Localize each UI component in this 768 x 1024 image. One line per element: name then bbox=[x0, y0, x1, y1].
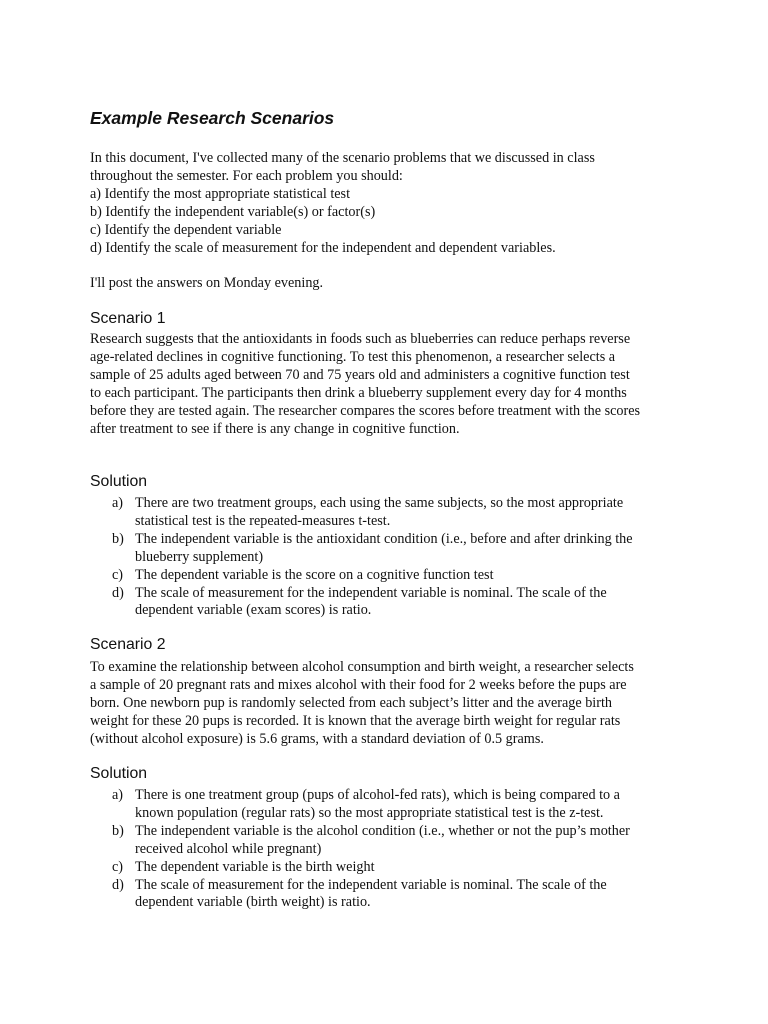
paragraph-line: a sample of 20 pregnant rats and mixes alcohol with their food for 2 weeks before the pups are bbox=[90, 676, 627, 693]
scenario-1-heading: Scenario 1 bbox=[90, 310, 166, 327]
list-item-line: There is one treatment group (pups of alcohol-fed rats), which is being compared to a bbox=[135, 787, 620, 803]
list-item-line: received alcohol while pregnant) bbox=[135, 840, 322, 857]
paragraph-line: age-related declines in cognitive functioning. To test this phenomenon, a researcher selects a bbox=[90, 348, 616, 365]
list-item-line: The independent variable is the antioxidant condition (i.e., before and after drinking the bbox=[135, 530, 633, 547]
scenario-1-paragraph bbox=[90, 331, 690, 438]
list-item bbox=[90, 531, 690, 567]
list-marker: b) bbox=[112, 822, 124, 839]
list-item-line: The scale of measurement for the independent variable is nominal. The scale of the bbox=[135, 876, 607, 893]
intro-line: a) Identify the most appropriate statistical test bbox=[90, 185, 351, 202]
intro-line: throughout the semester. For each problem you should: bbox=[90, 167, 403, 184]
paragraph-line: (without alcohol exposure) is 5.6 grams, with a standard deviation of 0.5 grams. bbox=[90, 730, 544, 747]
scenario-2-paragraph bbox=[90, 659, 690, 749]
intro-paragraph bbox=[90, 150, 690, 257]
list-item-line: dependent variable (birth weight) is ratio. bbox=[135, 894, 371, 911]
list-marker: a) bbox=[112, 495, 124, 511]
paragraph-line: To examine the relationship between alcohol consumption and birth weight, a researcher selects bbox=[90, 659, 634, 675]
answers-note bbox=[90, 275, 690, 293]
paragraph-line: before they are tested again. The researcher compares the scores before treatment with the scores bbox=[90, 402, 641, 419]
list-marker: c) bbox=[112, 858, 124, 875]
list-item bbox=[90, 877, 690, 913]
list-marker: d) bbox=[112, 876, 124, 893]
list-marker: c) bbox=[112, 566, 124, 583]
paragraph-line: sample of 25 adults aged between 70 and 75 years old and administers a cognitive function test bbox=[90, 366, 630, 383]
list-item bbox=[90, 567, 690, 585]
solution-2-heading: Solution bbox=[90, 765, 148, 782]
list-item-line: blueberry supplement) bbox=[135, 548, 264, 565]
solution-2-list bbox=[90, 787, 690, 912]
list-marker: d) bbox=[112, 584, 124, 601]
list-item-line: There are two treatment groups, each using the same subjects, so the most appropriate bbox=[135, 495, 624, 511]
answers-note-text: I'll post the answers on Monday evening. bbox=[90, 275, 324, 291]
list-item bbox=[90, 859, 690, 877]
list-item-line: The dependent variable is the birth weight bbox=[135, 858, 375, 875]
list-item-line: The scale of measurement for the independent variable is nominal. The scale of the bbox=[135, 584, 607, 601]
solution-1-heading: Solution bbox=[90, 473, 148, 490]
solution-1-list bbox=[90, 495, 690, 620]
paragraph-line: born. One newborn pup is randomly selected from each subject’s litter and the average birth bbox=[90, 694, 613, 711]
list-marker: b) bbox=[112, 530, 124, 547]
list-item-line: The dependent variable is the score on a cognitive function test bbox=[135, 566, 494, 583]
paragraph-line: weight for these 20 pups is recorded. It is known that the average birth weight for regular rats bbox=[90, 712, 621, 729]
intro-line: b) Identify the independent variable(s) or factor(s) bbox=[90, 203, 376, 220]
list-item-line: The independent variable is the alcohol condition (i.e., whether or not the pup’s mother bbox=[135, 822, 630, 839]
list-item bbox=[90, 787, 690, 823]
intro-line: c) Identify the dependent variable bbox=[90, 221, 282, 238]
list-marker: a) bbox=[112, 787, 124, 803]
intro-line: d) Identify the scale of measurement for the independent and dependent variables. bbox=[90, 239, 556, 256]
scenario-2-heading: Scenario 2 bbox=[90, 636, 166, 653]
list-item-line: statistical test is the repeated-measures t-test. bbox=[135, 512, 391, 529]
list-item bbox=[90, 495, 690, 531]
list-item bbox=[90, 585, 690, 621]
list-item-line: dependent variable (exam scores) is ratio. bbox=[135, 602, 372, 619]
paragraph-line: to each participant. The participants then drink a blueberry supplement every day for 4 months bbox=[90, 384, 627, 401]
list-item-line: known population (regular rats) so the most appropriate statistical test is the z-test. bbox=[135, 804, 604, 821]
document-title: Example Research Scenarios bbox=[90, 108, 335, 128]
list-item bbox=[90, 823, 690, 859]
paragraph-line: after treatment to see if there is any change in cognitive function. bbox=[90, 420, 460, 437]
paragraph-line: Research suggests that the antioxidants in foods such as blueberries can reduce perhaps reverse bbox=[90, 331, 631, 347]
intro-line: In this document, I've collected many of the scenario problems that we discussed in class bbox=[90, 150, 595, 166]
